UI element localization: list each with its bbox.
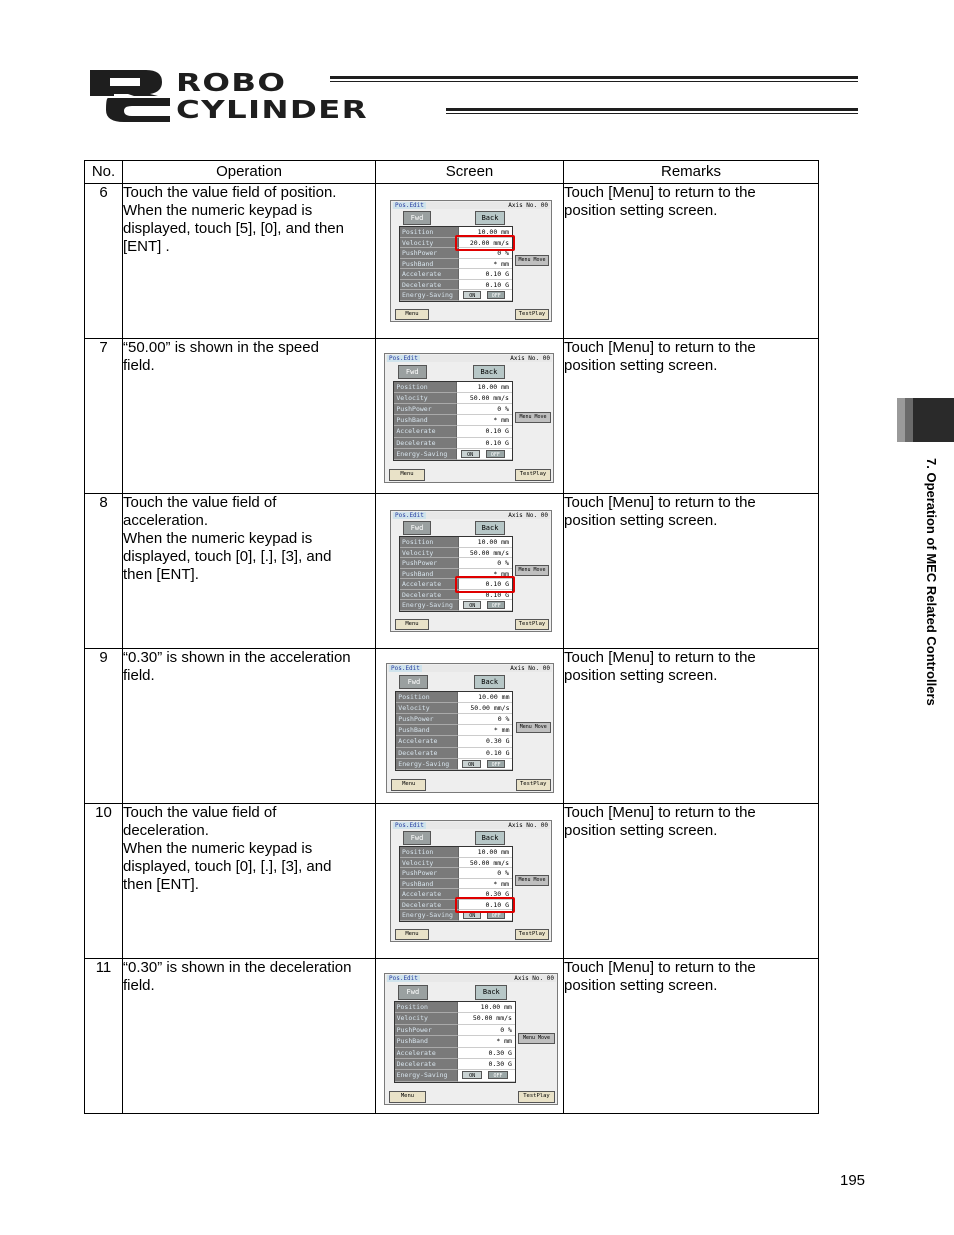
parameter-label: Decelerate — [396, 748, 456, 759]
axis-number: Axis No. 00 — [508, 202, 548, 209]
menu-button[interactable]: Menu — [389, 1091, 425, 1103]
remarks-cell — [564, 494, 819, 649]
parameter-label: Energy-Saving — [395, 1070, 458, 1081]
back-button[interactable]: Back — [475, 521, 505, 535]
touch-panel-screen — [384, 973, 558, 1105]
screen-cell — [376, 649, 564, 804]
energy-saving-field — [457, 759, 513, 770]
axis-number: Axis No. 00 — [508, 512, 548, 519]
parameter-row — [400, 879, 512, 890]
energy-saving-off-button[interactable]: OFF — [487, 760, 506, 768]
parameter-value-field[interactable]: * mm — [458, 879, 512, 890]
fwd-button[interactable]: Fwd — [399, 675, 428, 690]
parameter-label: PushPower — [400, 248, 458, 259]
header-rule — [330, 81, 858, 82]
parameter-label: PushBand — [400, 879, 458, 890]
parameter-grid — [399, 536, 513, 612]
parameter-row — [400, 259, 512, 270]
chapter-tab — [897, 398, 954, 442]
parameter-label: Velocity — [396, 703, 456, 714]
parameter-value-field[interactable]: 0.10 G — [458, 269, 512, 280]
parameter-value-field[interactable]: 0.30 G — [457, 1048, 515, 1059]
touch-panel-screen — [384, 353, 554, 483]
parameter-label: Velocity — [395, 1013, 458, 1024]
text-line: displayed, touch [5], [0], and then — [123, 220, 344, 237]
parameter-label: PushPower — [395, 1025, 458, 1036]
parameter-label: PushPower — [396, 714, 456, 725]
text-line: When the numeric keypad is — [123, 840, 313, 857]
parameter-row — [395, 1013, 515, 1024]
parameter-value-field[interactable]: 0 % — [456, 404, 512, 415]
header-rule — [446, 113, 858, 114]
header-remarks: Remarks — [564, 161, 819, 184]
panel-title: Pos.Edit — [389, 975, 418, 982]
parameter-value-field[interactable]: 0.10 G — [456, 438, 512, 449]
step-number: 8 — [85, 494, 123, 649]
text-line: When the numeric keypad is — [123, 530, 313, 547]
parameter-label: Position — [395, 1002, 458, 1013]
panel-title-bar — [386, 355, 552, 362]
remarks-cell — [564, 339, 819, 494]
parameter-row — [400, 858, 512, 869]
header-operation: Operation — [123, 161, 376, 184]
energy-saving-field — [456, 449, 512, 460]
testplay-button[interactable]: TestPlay — [515, 619, 549, 630]
parameter-value-field[interactable]: 0.10 G — [458, 579, 512, 590]
axis-number: Axis No. 00 — [510, 665, 550, 672]
remarks-cell — [564, 649, 819, 804]
operation-cell — [123, 804, 376, 959]
parameter-row — [396, 692, 512, 703]
back-button[interactable]: Back — [473, 365, 504, 380]
operation-cell — [123, 649, 376, 804]
parameter-value-field[interactable]: 0.10 G — [458, 900, 512, 911]
menu-button[interactable]: Menu — [389, 469, 425, 481]
text-line: When the numeric keypad is — [123, 202, 313, 219]
panel-title: Pos.Edit — [391, 665, 420, 672]
back-button[interactable]: Back — [475, 211, 505, 225]
text-line: “0.30” is shown in the acceleration — [123, 649, 351, 666]
panel-title: Pos.Edit — [395, 202, 424, 209]
parameter-value-field[interactable]: 50.00 mm/s — [458, 858, 512, 869]
parameter-row — [400, 280, 512, 291]
parameter-row — [396, 759, 512, 770]
parameter-value-field[interactable]: 50.00 mm/s — [457, 1013, 515, 1024]
parameter-value-field[interactable]: 0 % — [458, 868, 512, 879]
parameter-row — [396, 748, 512, 759]
parameter-value-field[interactable]: 50.00 mm/s — [457, 703, 513, 714]
parameter-row — [400, 868, 512, 879]
parameter-grid — [394, 1001, 516, 1083]
operation-cell — [123, 959, 376, 1114]
parameter-label: Decelerate — [400, 900, 458, 911]
back-button[interactable]: Back — [474, 675, 505, 690]
parameter-row — [395, 1059, 515, 1070]
text-line: position setting screen. — [564, 512, 718, 529]
energy-saving-on-button[interactable]: ON — [463, 601, 481, 609]
parameter-value-field[interactable]: 10.00 mm — [457, 1002, 515, 1013]
text-line: then [ENT]. — [123, 876, 199, 893]
parameter-label: Velocity — [400, 858, 458, 869]
parameter-row — [394, 382, 512, 393]
fwd-button[interactable]: Fwd — [403, 211, 431, 225]
text-line: Touch [Menu] to return to the — [564, 339, 756, 356]
parameter-label: PushBand — [400, 259, 458, 270]
screen-cell — [376, 184, 564, 339]
parameter-row — [394, 415, 512, 426]
panel-title: Pos.Edit — [395, 512, 424, 519]
logo-wordmark — [176, 68, 368, 124]
parameter-label: PushBand — [395, 1036, 458, 1047]
panel-title-bar — [392, 822, 550, 829]
parameter-label: Accelerate — [400, 579, 458, 590]
remarks-cell — [564, 959, 819, 1114]
panel-title: Pos.Edit — [389, 355, 418, 362]
parameter-label: Position — [400, 227, 458, 238]
parameter-grid — [393, 381, 513, 461]
energy-saving-on-button[interactable]: ON — [463, 911, 481, 919]
text-line: position setting screen. — [564, 357, 718, 374]
fwd-button[interactable]: Fwd — [398, 985, 428, 1000]
text-line: displayed, touch [0], [.], [3], and — [123, 548, 332, 565]
touch-panel-screen — [390, 820, 552, 942]
text-line: position setting screen. — [564, 977, 718, 994]
parameter-label: Velocity — [400, 548, 458, 559]
parameter-value-field[interactable]: * mm — [458, 569, 512, 580]
parameter-row — [400, 548, 512, 559]
text-line: Touch [Menu] to return to the — [564, 959, 756, 976]
screen-cell — [376, 804, 564, 959]
logo-line-robo: ROBO — [176, 68, 287, 97]
parameter-row — [396, 703, 512, 714]
parameter-row — [400, 537, 512, 548]
parameter-label: Position — [394, 382, 455, 393]
parameter-value-field[interactable]: 0.10 G — [458, 280, 512, 291]
touch-panel-screen — [390, 200, 552, 322]
parameter-label: Energy-Saving — [396, 759, 456, 770]
panel-title-bar — [388, 665, 552, 672]
back-button[interactable]: Back — [475, 985, 507, 1000]
panel-title: Pos.Edit — [395, 822, 424, 829]
energy-saving-on-button[interactable]: ON — [461, 450, 480, 458]
text-line: field. — [123, 977, 155, 994]
parameter-label: Decelerate — [395, 1059, 458, 1070]
energy-saving-off-button[interactable]: OFF — [486, 450, 505, 458]
logo-line-cylinder: CYLINDER — [176, 95, 368, 124]
header-screen: Screen — [376, 161, 564, 184]
testplay-button[interactable]: TestPlay — [518, 1091, 554, 1103]
parameter-row — [395, 1048, 515, 1059]
parameter-label: Decelerate — [400, 280, 458, 291]
parameter-label: Accelerate — [400, 889, 458, 900]
parameter-row — [400, 558, 512, 569]
fwd-button[interactable]: Fwd — [403, 521, 431, 535]
parameter-row — [394, 393, 512, 404]
parameter-row — [396, 736, 512, 747]
header-rule — [330, 76, 858, 79]
testplay-button[interactable]: TestPlay — [515, 929, 549, 940]
header-no: No. — [85, 161, 123, 184]
parameter-row — [400, 600, 512, 611]
parameter-row — [394, 426, 512, 437]
step-number: 9 — [85, 649, 123, 804]
parameter-label: PushBand — [396, 725, 456, 736]
header-rule — [446, 108, 858, 111]
text-line: deceleration. — [123, 822, 209, 839]
parameter-row — [395, 1070, 515, 1081]
parameter-value-field[interactable]: * mm — [458, 259, 512, 270]
parameter-value-field[interactable]: 0 % — [458, 558, 512, 569]
parameter-label: PushBand — [400, 569, 458, 580]
table-row — [85, 804, 819, 959]
parameter-row — [396, 714, 512, 725]
remarks-cell — [564, 184, 819, 339]
parameter-label: PushPower — [400, 868, 458, 879]
parameter-label: Energy-Saving — [400, 910, 458, 921]
page-number: 195 — [840, 1172, 866, 1189]
parameter-value-field[interactable]: 0 % — [457, 714, 513, 725]
parameter-value-field[interactable]: 0.30 G — [458, 889, 512, 900]
parameter-label: Position — [400, 537, 458, 548]
panel-title-bar — [392, 202, 550, 209]
touch-panel-screen — [390, 510, 552, 632]
parameter-row — [400, 290, 512, 301]
parameter-row — [400, 847, 512, 858]
screen-cell — [376, 339, 564, 494]
energy-saving-on-button[interactable]: ON — [463, 291, 481, 299]
parameter-value-field[interactable]: 50.00 mm/s — [456, 393, 512, 404]
energy-saving-off-button[interactable]: OFF — [487, 601, 505, 609]
energy-saving-on-button[interactable]: ON — [462, 1071, 481, 1079]
parameter-row — [395, 1036, 515, 1047]
text-line: “50.00” is shown in the speed — [123, 339, 319, 356]
text-line: Touch the value field of position. — [123, 184, 337, 201]
parameter-label: Position — [400, 847, 458, 858]
text-line: [ENT] . — [123, 238, 170, 255]
remarks-cell — [564, 804, 819, 959]
energy-saving-off-button[interactable]: OFF — [487, 291, 505, 299]
parameter-value-field[interactable]: 0.30 G — [457, 736, 513, 747]
rc-logo-icon — [88, 68, 172, 124]
parameter-label: PushPower — [394, 404, 455, 415]
chapter-title: 7. Operation of MEC Related Controllers — [924, 458, 939, 706]
fwd-button[interactable]: Fwd — [403, 831, 431, 845]
parameter-value-field[interactable]: * mm — [457, 1036, 515, 1047]
highlight-box — [455, 897, 515, 914]
highlight-box — [455, 235, 515, 252]
parameter-grid — [395, 691, 513, 771]
parameter-value-field[interactable]: 20.00 mm/s — [458, 238, 512, 249]
testplay-button[interactable]: TestPlay — [516, 779, 551, 791]
parameter-label: Accelerate — [400, 269, 458, 280]
step-number: 11 — [85, 959, 123, 1114]
text-line: Touch [Menu] to return to the — [564, 184, 756, 201]
menu-move-button[interactable]: Menu Move — [516, 722, 551, 734]
text-line: then [ENT]. — [123, 566, 199, 583]
energy-saving-off-button[interactable]: OFF — [487, 911, 505, 919]
menu-move-button[interactable]: Menu Move — [515, 255, 549, 266]
parameter-label: Velocity — [400, 238, 458, 249]
parameter-value-field[interactable]: 0 % — [458, 248, 512, 259]
menu-move-button[interactable]: Menu Move — [515, 412, 551, 424]
table-header-row — [85, 161, 819, 184]
text-line: position setting screen. — [564, 667, 718, 684]
parameter-value-field[interactable]: 50.00 mm/s — [458, 548, 512, 559]
panel-title-bar — [392, 512, 550, 519]
parameter-row — [394, 449, 512, 460]
text-line: Touch [Menu] to return to the — [564, 494, 756, 511]
menu-move-button[interactable]: Menu Move — [518, 1033, 554, 1045]
operation-cell — [123, 339, 376, 494]
back-button[interactable]: Back — [475, 831, 505, 845]
energy-saving-on-button[interactable]: ON — [462, 760, 481, 768]
text-line: Touch the value field of — [123, 494, 277, 511]
energy-saving-field — [457, 1070, 515, 1081]
parameter-label: Energy-Saving — [400, 600, 458, 611]
table-row — [85, 649, 819, 804]
parameter-label: Accelerate — [395, 1048, 458, 1059]
text-line: position setting screen. — [564, 202, 718, 219]
text-line: Touch [Menu] to return to the — [564, 804, 756, 821]
table-row — [85, 339, 819, 494]
energy-saving-off-button[interactable]: OFF — [488, 1071, 507, 1079]
text-line: field. — [123, 357, 155, 374]
operation-cell — [123, 494, 376, 649]
parameter-label: Accelerate — [396, 736, 456, 747]
parameter-value-field[interactable]: 10.00 mm — [458, 847, 512, 858]
parameter-value-field[interactable]: * mm — [456, 415, 512, 426]
fwd-button[interactable]: Fwd — [398, 365, 427, 380]
screen-cell — [376, 959, 564, 1114]
menu-move-button[interactable]: Menu Move — [515, 875, 549, 886]
highlight-box — [455, 576, 515, 593]
testplay-button[interactable]: TestPlay — [515, 309, 549, 320]
operation-table — [84, 160, 819, 1114]
parameter-label: Energy-Saving — [400, 290, 458, 301]
menu-move-button[interactable]: Menu Move — [515, 565, 549, 576]
menu-button[interactable]: Menu — [395, 929, 429, 940]
parameter-label: PushBand — [394, 415, 455, 426]
parameter-label: Position — [396, 692, 456, 703]
parameter-value-field[interactable]: 10.00 mm — [457, 692, 513, 703]
axis-number: Axis No. 00 — [508, 822, 548, 829]
text-line: field. — [123, 667, 155, 684]
axis-number: Axis No. 00 — [514, 975, 554, 982]
text-line: “0.30” is shown in the deceleration — [123, 959, 352, 976]
step-number: 10 — [85, 804, 123, 959]
panel-title-bar — [386, 975, 556, 982]
parameter-row — [395, 1002, 515, 1013]
parameter-value-field[interactable]: 0.10 G — [456, 426, 512, 437]
step-number: 7 — [85, 339, 123, 494]
parameter-row — [400, 269, 512, 280]
parameter-value-field[interactable]: 0 % — [457, 1025, 515, 1036]
parameter-label: Accelerate — [394, 426, 455, 437]
text-line: displayed, touch [0], [.], [3], and — [123, 858, 332, 875]
axis-number: Axis No. 00 — [510, 355, 550, 362]
energy-saving-field — [458, 600, 512, 611]
parameter-row — [395, 1025, 515, 1036]
parameter-row — [394, 438, 512, 449]
parameter-value-field[interactable]: 10.00 mm — [456, 382, 512, 393]
testplay-button[interactable]: TestPlay — [515, 469, 551, 481]
text-line: position setting screen. — [564, 822, 718, 839]
step-number: 6 — [85, 184, 123, 339]
menu-button[interactable]: Menu — [395, 619, 429, 630]
energy-saving-field — [458, 290, 512, 301]
table-row — [85, 184, 819, 339]
touch-panel-screen — [386, 663, 554, 793]
text-line: Touch the value field of — [123, 804, 277, 821]
text-line: acceleration. — [123, 512, 209, 529]
parameter-value-field[interactable]: 0.10 G — [458, 590, 512, 601]
parameter-label: PushPower — [400, 558, 458, 569]
menu-button[interactable]: Menu — [395, 309, 429, 320]
parameter-label: Velocity — [394, 393, 455, 404]
parameter-label: Decelerate — [394, 438, 455, 449]
text-line: Touch [Menu] to return to the — [564, 649, 756, 666]
parameter-row — [396, 725, 512, 736]
parameter-label: Energy-Saving — [394, 449, 455, 460]
parameter-row — [394, 404, 512, 415]
table-row — [85, 959, 819, 1114]
screen-cell — [376, 494, 564, 649]
table-row — [85, 494, 819, 649]
parameter-value-field[interactable]: 0.30 G — [457, 1059, 515, 1070]
parameter-value-field[interactable]: 10.00 mm — [458, 537, 512, 548]
parameter-value-field[interactable]: 10.00 mm — [458, 227, 512, 238]
parameter-label: Decelerate — [400, 590, 458, 601]
parameter-value-field[interactable]: * mm — [457, 725, 513, 736]
parameter-value-field[interactable]: 0.10 G — [457, 748, 513, 759]
operation-cell — [123, 184, 376, 339]
menu-button[interactable]: Menu — [391, 779, 426, 791]
